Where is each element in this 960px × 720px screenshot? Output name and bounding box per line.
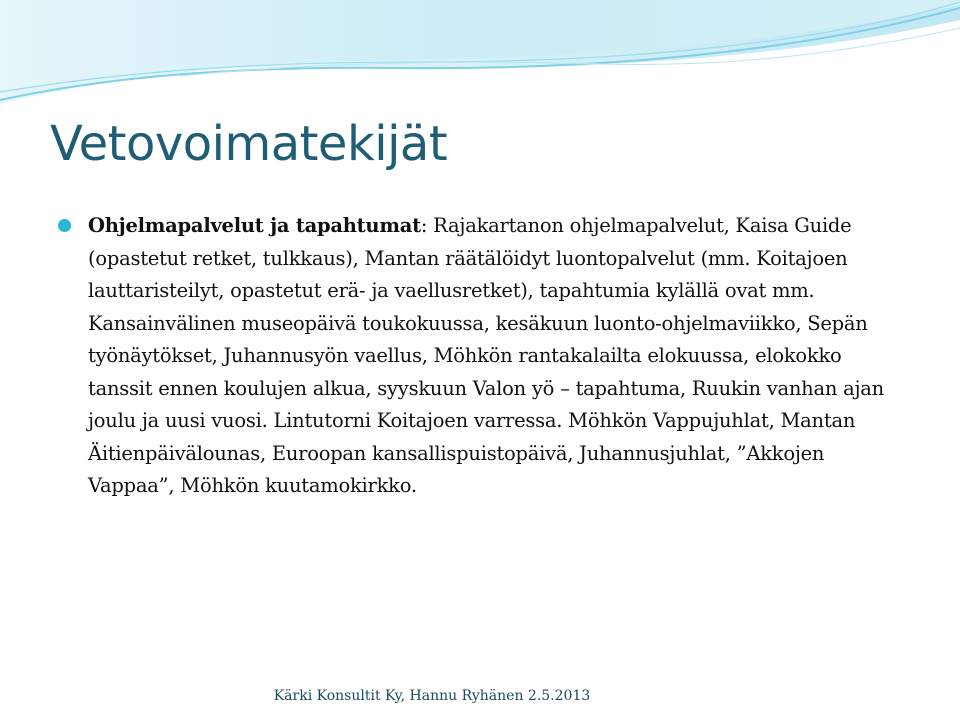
bullet-lead: Ohjelmapalvelut ja tapahtumat — [88, 214, 421, 237]
bullet-item — [58, 210, 908, 503]
bullet-separator: : — [420, 214, 434, 237]
bullet-dot-icon — [58, 219, 71, 232]
wave-band-front — [0, 0, 960, 104]
bullet-list — [58, 210, 908, 503]
slide-title: Vetovoimatekijät — [50, 116, 448, 172]
header-wave-decoration — [0, 0, 960, 110]
footer-text: Kärki Konsultit Ky, Hannu Ryhänen 2.5.2013 — [273, 688, 591, 704]
bullet-text: Rajakartanon ohjelmapalvelut, Kaisa Guide (opastetut retket, tulkkaus), Mantan räätälöidyt luontopalvelut (mm. Koitajoen lauttaristeilyt, opastetut erä- ja vaellusretket), tapahtumia kylällä ovat mm. Kansainvälinen museopäivä toukokuussa, kesäkuun luonto-ohjelmaviikko, Sepän työnäytökset, Juhannusyön vaellus, Möhkön rantakalailta elokuussa, elokokko tanssit ennen koulujen alkua, syyskuun Valon yö – tapahtuma, Ruukin vanhan ajan joulu ja uusi vuosi. Lintutorni Koitajoen varressa. Möhkön Vappujuhlat, Mantan Äitienpäivälounas, Euroopan kansallispuistopäivä, Juhannusjuhlat, ”Akkojen Vappaa”, Möhkön kuutamokirkko. — [88, 214, 884, 497]
footer — [0, 688, 960, 704]
